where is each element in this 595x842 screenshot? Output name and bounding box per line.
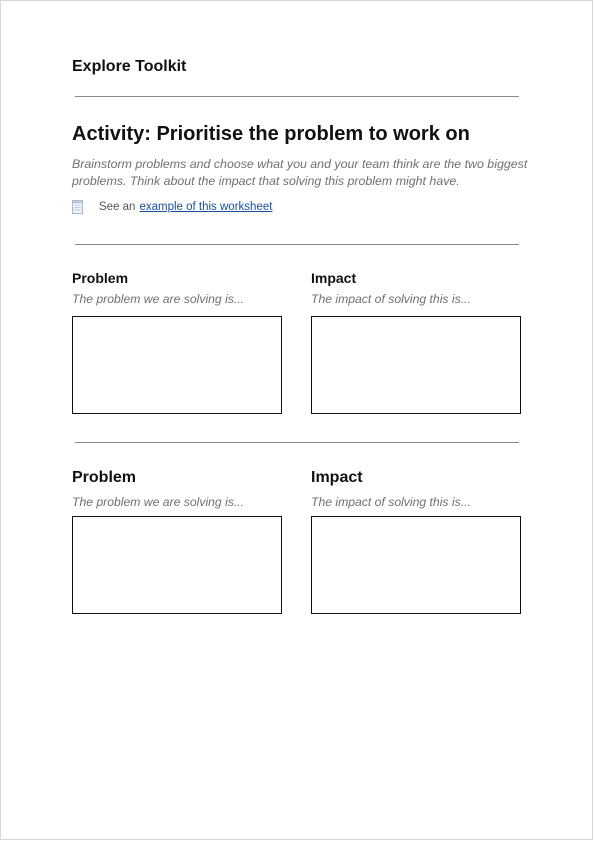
impact-prompt: The impact of solving this is... xyxy=(311,292,471,306)
activity-title: Activity: Prioritise the problem to work on xyxy=(72,123,470,145)
impact-column-1 xyxy=(311,270,471,306)
example-worksheet-link[interactable]: example of this worksheet xyxy=(139,200,273,213)
divider xyxy=(75,96,519,97)
site-title: Explore Toolkit xyxy=(72,58,187,75)
impact-label: Impact xyxy=(311,270,357,286)
example-prefix: See an xyxy=(99,200,136,213)
problem-label: Problem xyxy=(72,270,129,286)
divider xyxy=(75,244,519,245)
impact-answer-box[interactable] xyxy=(311,316,521,414)
impact-prompt: The impact of solving this is... xyxy=(311,495,471,509)
problem-label: Problem xyxy=(72,469,137,486)
impact-label: Impact xyxy=(311,469,363,486)
divider xyxy=(75,442,519,443)
problem-column-1 xyxy=(72,270,244,306)
example-row xyxy=(72,198,272,215)
problem-prompt: The problem we are solving is... xyxy=(72,495,245,509)
problem-answer-box[interactable] xyxy=(72,516,282,614)
impact-answer-box[interactable] xyxy=(311,516,521,614)
impact-column-2 xyxy=(311,469,471,509)
notepad-icon xyxy=(72,200,83,214)
problem-prompt: The problem we are solving is... xyxy=(72,292,245,306)
activity-description: Brainstorm problems and choose what you and your team think are the two biggest problems. Think about the impact that solving this problem might have. xyxy=(72,157,528,188)
problem-column-2 xyxy=(72,469,244,509)
problem-answer-box[interactable] xyxy=(72,316,282,414)
